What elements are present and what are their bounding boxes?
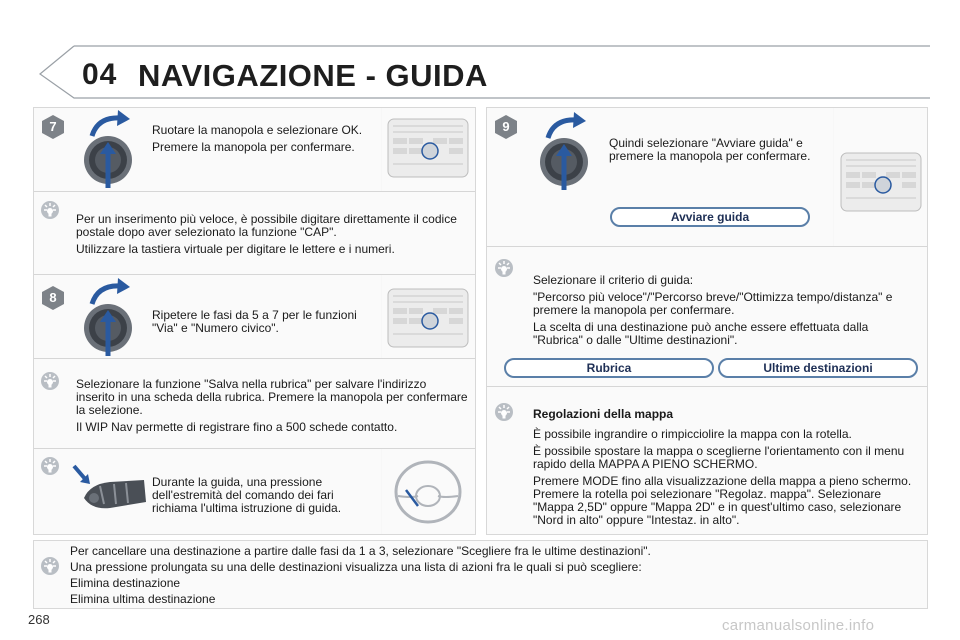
steering-wheel-icon [392, 458, 464, 526]
watermark: carmanualsonline.info [722, 617, 875, 634]
lightbulb-icon [494, 258, 514, 278]
step9-text: Quindi selezionare "Avviare guida" e premere la manopola per confermare. [609, 136, 811, 163]
rotate-knob-icon [78, 110, 140, 188]
map-settings-heading: Regolazioni della mappa [533, 407, 674, 421]
lightbulb-icon [40, 456, 60, 476]
tip-cap-text: Per un inserimento più veloce, è possibile digitare direttamente il codice postale dopo aver selezionato la funzione "CAP". Utilizzare la tastiera virtuale per digitare le lettere e i numeri. [76, 212, 457, 256]
tip-rubrica-text: Selezionare la funzione "Salva nella rubrica" per salvare l'indirizzo inserito in una scheda della rubrica. Premere la manopola per confermare la selezione. Il WIP Nav permette di registrare fino a 500 schede contatto. [76, 377, 468, 434]
lightbulb-icon [40, 556, 60, 576]
lightbulb-icon [40, 371, 60, 391]
rotate-knob-icon [534, 112, 596, 190]
rotate-knob-icon [78, 278, 140, 356]
bottom-text: Per cancellare una destinazione a partire dalle fasi da 1 a 3, selezionare "Scegliere fra le ultime destinazioni". Una pressione prolungata su una delle destinazioni visualizza una lista di azioni fra le quali si può scegliere: Elimina destinazione Elimina ultima destinazione [70, 544, 651, 606]
step-badge-8: 8 [40, 285, 66, 311]
stalk-text: Durante la guida, una pressione dell'estremità del comando dei fari richiama l'ultima istruzione di guida. [152, 475, 342, 515]
criteria-text: Selezionare il criterio di guida: "Percorso più veloce"/"Percorso breve/"Ottimizza tempo/distanza" e premere la manopola per confermare. La scelta di una destinazione può anche essere effettuata dalla "Rubrica" o dalle "Ultime destinazioni". [533, 273, 893, 347]
chapter-number: 04 [82, 58, 118, 91]
radio-console-icon [387, 118, 469, 178]
step8-text: Ripetere le fasi da 5 a 7 per le funzioni "Via" e "Numero civico". [152, 308, 357, 335]
radio-console-icon [387, 288, 469, 348]
step7-text: Ruotare la manopola e selezionare OK. Premere la manopola per confermare. [152, 123, 363, 154]
rubrica-button[interactable]: Rubrica [504, 358, 714, 378]
page-title: NAVIGAZIONE - GUIDA [138, 58, 488, 93]
lightbulb-icon [494, 402, 514, 422]
page-number: 268 [28, 612, 50, 627]
step-badge-9: 9 [493, 114, 519, 140]
step-badge-7: 7 [40, 114, 66, 140]
radio-console-icon [840, 152, 922, 212]
lightbulb-icon [40, 200, 60, 220]
ultime-destinazioni-button[interactable]: Ultime destinazioni [718, 358, 918, 378]
map-settings-text: Regolazioni della mappa È possibile ingrandire o rimpicciolire la mappa con la rotella. È possibile spostare la mappa o sceglierne l'orientamento con il menu rapido della MAPPA A PIENO SCHERMO. Premere MODE fino alla visualizzazione della mappa a pieno schermo. Premere la rotella poi selezionare "Regolaz. mappa". Selezionare "Mappa 2,5D" oppure "Mappa 2D" e in quest'ultimo caso, selezionare "Nord in alto" oppure "Intestaz. in alto". [533, 408, 921, 531]
light-stalk-icon [70, 462, 148, 524]
avviare-guida-button[interactable]: Avviare guida [610, 207, 810, 227]
